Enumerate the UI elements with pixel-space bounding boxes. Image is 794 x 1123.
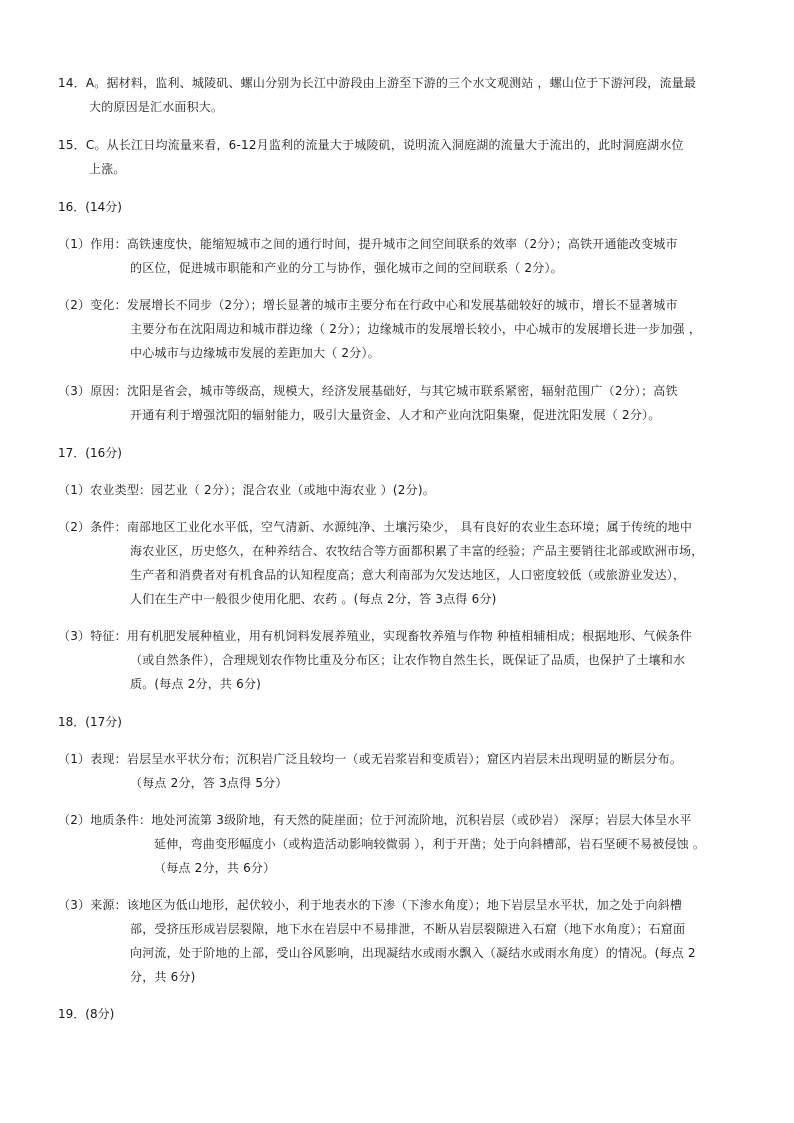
q16-part3-line-2: 开通有利于增强沈阳的辐射能力，吸引大量资金、人才和产业向沈阳集聚，促进沈阳发展（ 2分）。 (130, 408, 661, 422)
q18-part1-line-2: （每点 2分，答 3点得 5分） (130, 776, 288, 790)
q16-part2-line-3: 中心城市与边缘城市发展的差距加大（ 2分）。 (130, 346, 380, 360)
q16-part2-line-2: 主要分布在沈阳周边和城市群边缘（ 2分）；边缘城市的发展增长较小，中心城市的发展增长进一步加强 ， (130, 322, 702, 336)
q14-line-2: 大的原因是汇水面积大。 (89, 100, 224, 114)
q17-header: 17．(16分) (58, 446, 122, 460)
q14-line-1: 14．A。据材料，监利、城陵矶、螺山分别为长江中游段由上游至下游的三个水文观测站 ，螺山位于下游河段，流量最 (58, 76, 697, 90)
q18-part3-line-4: 分，共 6分) (130, 970, 196, 984)
q17-part3-line-2: （或自然条件），合理规划农作物比重及分布区；让农作物自然生长，既保证了品质，也保护了土壤和水 (130, 653, 686, 667)
q17-part2-line-3: 生产者和消费者对有机食品的认知程度高；意大利南部为欠发达地区，人口密度较低（或旅游业发达）， (130, 568, 686, 582)
q18-part3-line-1: （3）来源：该地区为低山地形，起伏较小，利于地表水的下渗（下渗水角度）；地下岩层呈水平状，加之处于向斜槽 (58, 898, 683, 912)
q17-part1-line-1: （1）农业类型：园艺业（ 2分）；混合农业（或地中海农业 ）(2分)。 (58, 483, 435, 497)
q19-header: 19．(8分) (58, 1007, 115, 1021)
q18-header: 18．(17分) (58, 715, 122, 729)
q17-part3-line-1: （3）特征：用有机肥发展种植业，用有机饲料发展养殖业，实现畜牧养殖与作物 种植相辅相成；根据地形、气候条件 (58, 629, 693, 643)
q18-part2-line-1: （2）地质条件：地处河流第 3级阶地，有天然的陡崖面；位于河流阶地，沉积岩层（或砂岩） 深厚；岩层大体呈水平 (58, 813, 692, 827)
q18-part2-line-2: 延伸，弯曲变形幅度小（或构造活动影响较微弱 ），利于开凿；处于向斜槽部，岩石坚硬不易被侵蚀 。 (154, 837, 706, 851)
q17-part2-line-1: （2）条件：南部地区工业化水平低，空气清新、水源纯净、土壤污染少， 具有良好的农业生态环境；属于传统的地中 (58, 520, 693, 534)
q17-part2-line-4: 人们在生产中一般很少使用化肥、农药 。(每点 2分，答 3点得 6分) (130, 592, 497, 606)
q16-part3-line-1: （3）原因：沈阳是省会，城市等级高，规模大，经济发展基础好，与其它城市联系紧密，辐射范围广（2分）；高铁 (58, 384, 678, 398)
q18-part3-line-2: 部，受挤压形成岩层裂隙，地下水在岩层中不易排泄，不断从岩层裂隙进入石窟（地下水角度）；石窟面 (130, 922, 686, 936)
q16-header: 16．(14分) (58, 200, 122, 214)
q17-part2-line-2: 海农业区，历史悠久，在种养结合、农牧结合等方面都积累了丰富的经验；产品主要销往北部或欧洲市场， (130, 544, 704, 558)
q16-part1-line-1: （1）作用：高铁速度快，能缩短城市之间的通行时间，提升城市之间空间联系的效率（2分）；高铁开通能改变城市 (58, 237, 678, 251)
q18-part1-line-1: （1）表现：岩层呈水平状分布；沉积岩广泛且较均一（或无岩浆岩和变质岩）；窟区内岩层未出现明显的断层分布。 (58, 752, 683, 766)
q18-part2-line-3: （每点 2分，共 6分） (154, 861, 276, 875)
q16-part2-line-1: （2）变化：发展增长不同步（2分）；增长显著的城市主要分布在行政中心和发展基础较好的城市，增长不显著城市 (58, 298, 678, 312)
q17-part3-line-3: 质。(每点 2分，共 6分) (130, 677, 262, 691)
q18-part3-line-3: 向河流，处于阶地的上部，受山谷风影响，出现凝结水或雨水飘入（凝结水或雨水角度）的情况。(每点 2 (130, 946, 696, 960)
q15-line-1: 15．C。从长江日均流量来看，6-12月监利的流量大于城陵矶，说明流入洞庭湖的流量大于流出的，此时洞庭湖水位 (58, 138, 684, 152)
q16-part1-line-2: 的区位，促进城市职能和产业的分工与协作，强化城市之间的空间联系（ 2分）。 (130, 261, 563, 275)
q15-line-2: 上涨。 (89, 162, 126, 176)
